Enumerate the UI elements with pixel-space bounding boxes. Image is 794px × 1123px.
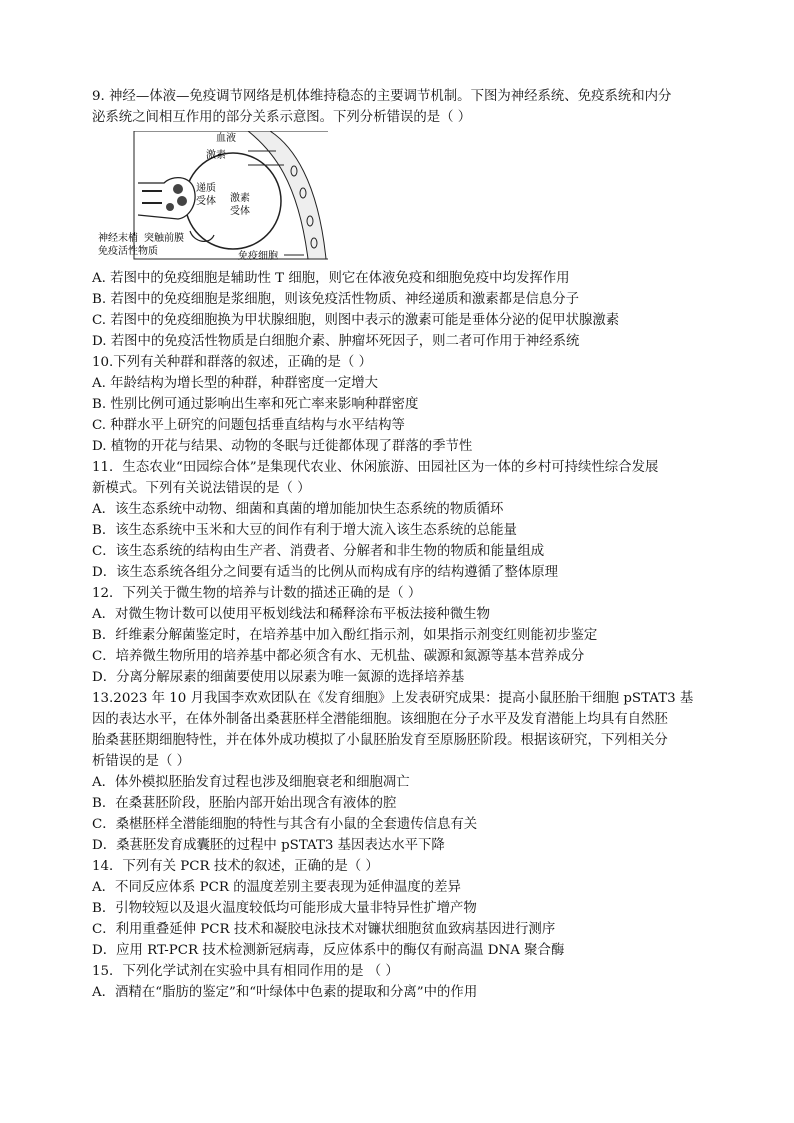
label-immune-substance: 免疫活性物质	[98, 246, 158, 257]
option-a: A．体外模拟胚胎发育过程也涉及细胞衰老和细胞凋亡	[92, 775, 410, 790]
question-14	[92, 856, 712, 961]
option-c: C. 种群水平上研究的问题包括垂直结构与水平结构等	[92, 418, 405, 433]
question-stem-line: 10.下列有关种群和群落的叙述，正确的是（ ）	[92, 355, 372, 370]
question-stem-line: 因的表达水平，在体外制备出桑葚胚样全潜能细胞。该细胞在分子水平及发育潜能上均具有自然胚	[92, 712, 668, 727]
label-blood: 血液	[216, 133, 236, 144]
question-15	[92, 961, 712, 1003]
option-b: B. 若图中的免疫细胞是浆细胞，则该免疫活性物质、神经递质和激素都是信息分子	[92, 292, 580, 307]
label-nerve-ending: 神经末梢	[98, 233, 138, 244]
option-d: D．分离分解尿素的细菌要使用以尿素为唯一氮源的选择培养基	[92, 670, 465, 685]
question-stem-line: 9. 神经—体液—免疫调节网络是机体维持稳态的主要调节机制。下图为神经系统、免疫系统和内分	[92, 89, 672, 104]
label-immune-cell: 免疫细胞	[238, 251, 278, 262]
question-10	[92, 352, 712, 457]
label-presynaptic: 突触前膜	[144, 233, 184, 244]
regulation-network-figure	[92, 128, 712, 268]
label-hormone-receptor: 激素	[230, 193, 250, 204]
question-stem-line: 析错误的是（ ）	[92, 754, 190, 769]
option-c: C．桑椹胚样全潜能细胞的特性与其含有小鼠的全套遗传信息有关	[92, 817, 478, 832]
option-c: C．利用重叠延伸 PCR 技术和凝胶电泳技术对镰状细胞贫血致病基因进行测序	[92, 922, 556, 937]
figure-svg	[98, 131, 328, 265]
option-c: C．该生态系统的结构由生产者、消费者、分解者和非生物的物质和能量组成	[92, 544, 545, 559]
question-13	[92, 688, 712, 856]
vesicle	[177, 196, 187, 206]
question-stem-line: 新模式。下列有关说法错误的是（ ）	[92, 481, 311, 496]
option-a: A．对微生物计数可以使用平板划线法和稀释涂布平板法接种微生物	[92, 607, 490, 622]
option-c: C．培养微生物所用的培养基中都必须含有水、无机盐、碳源和氮源等基本营养成分	[92, 649, 585, 664]
exam-page	[92, 86, 712, 1003]
label-hormone-receptor-2: 受体	[230, 206, 250, 217]
option-a: A．酒精在“脂肪的鉴定”和“叶绿体中色素的提取和分离”中的作用	[92, 985, 478, 1000]
nerve-ending	[138, 178, 195, 219]
question-stem-line: 15．下列化学试剂在实验中具有相同作用的是 （ ）	[92, 964, 399, 979]
question-stem-line: 12．下列关于微生物的培养与计数的描述正确的是（ ）	[92, 586, 422, 601]
option-a: A．不同反应体系 PCR 的温度差别主要表现为延伸温度的差异	[92, 880, 461, 895]
option-d: D．应用 RT-PCR 技术检测新冠病毒，反应体系中的酶仅有耐高温 DNA 聚合酶	[92, 943, 565, 958]
vesicle	[173, 184, 183, 194]
label-transmitter: 递质	[196, 183, 216, 194]
option-a: A. 年龄结构为增长型的种群，种群密度一定增大	[92, 376, 378, 391]
option-c: C. 若图中的免疫细胞换为甲状腺细胞，则图中表示的激素可能是垂体分泌的促甲状腺激素	[92, 313, 620, 328]
option-a: A. 若图中的免疫细胞是辅助性 T 细胞，则它在体液免疫和细胞免疫中均发挥作用	[92, 271, 570, 286]
option-d: D．该生态系统各组分之间要有适当的比例从而构成有序的结构遵循了整体原理	[92, 565, 559, 580]
option-b: B．纤维素分解菌鉴定时，在培养基中加入酚红指示剂，如果指示剂变红则能初步鉴定	[92, 628, 598, 643]
vesicle	[166, 203, 174, 211]
option-b: B．在桑葚胚阶段，胚胎内部开始出现含有液体的腔	[92, 796, 397, 811]
option-a: A．该生态系统中动物、细菌和真菌的增加能加快生态系统的物质循环	[92, 502, 504, 517]
question-stem-line: 11．生态农业“田园综合体”是集现代农业、休闲旅游、田园社区为一体的乡村可持续性综合发展	[92, 460, 659, 475]
label-receptor: 受体	[196, 196, 216, 207]
question-11	[92, 457, 712, 583]
option-b: B．该生态系统中玉米和大豆的间作有利于增大流入该生态系统的总能量	[92, 523, 517, 538]
question-stem-line: 13.2023 年 10 月我国李欢欢团队在《发育细胞》上发表研究成果：提高小鼠胚胎干细胞 pSTAT3 基	[92, 691, 694, 706]
option-d: D. 若图中的免疫活性物质是白细胞介素、肿瘤坏死因子，则二者可作用于神经系统	[92, 334, 580, 349]
question-12	[92, 583, 712, 688]
label-hormone: 激素	[206, 150, 226, 161]
option-b: B. 性别比例可通过影响出生率和死亡率来影响种群密度	[92, 397, 419, 412]
question-stem-line: 泌系统之间相互作用的部分关系示意图。下列分析错误的是（ ）	[92, 110, 472, 125]
option-b: B．引物较短以及退火温度较低均可能形成大量非特异性扩增产物	[92, 901, 477, 916]
question-9	[92, 86, 712, 352]
question-stem-line: 胎桑葚胚期细胞特性，并在体外成功模拟了小鼠胚胎发育至原肠胚阶段。根据该研究，下列相关分	[92, 733, 668, 748]
question-stem-line: 14．下列有关 PCR 技术的叙述，正确的是（ ）	[92, 859, 379, 874]
option-d: D. 植物的开花与结果、动物的冬眠与迁徙都体现了群落的季节性	[92, 439, 473, 454]
option-d: D．桑葚胚发育成囊胚的过程中 pSTAT3 基因表达水平下降	[92, 838, 445, 853]
